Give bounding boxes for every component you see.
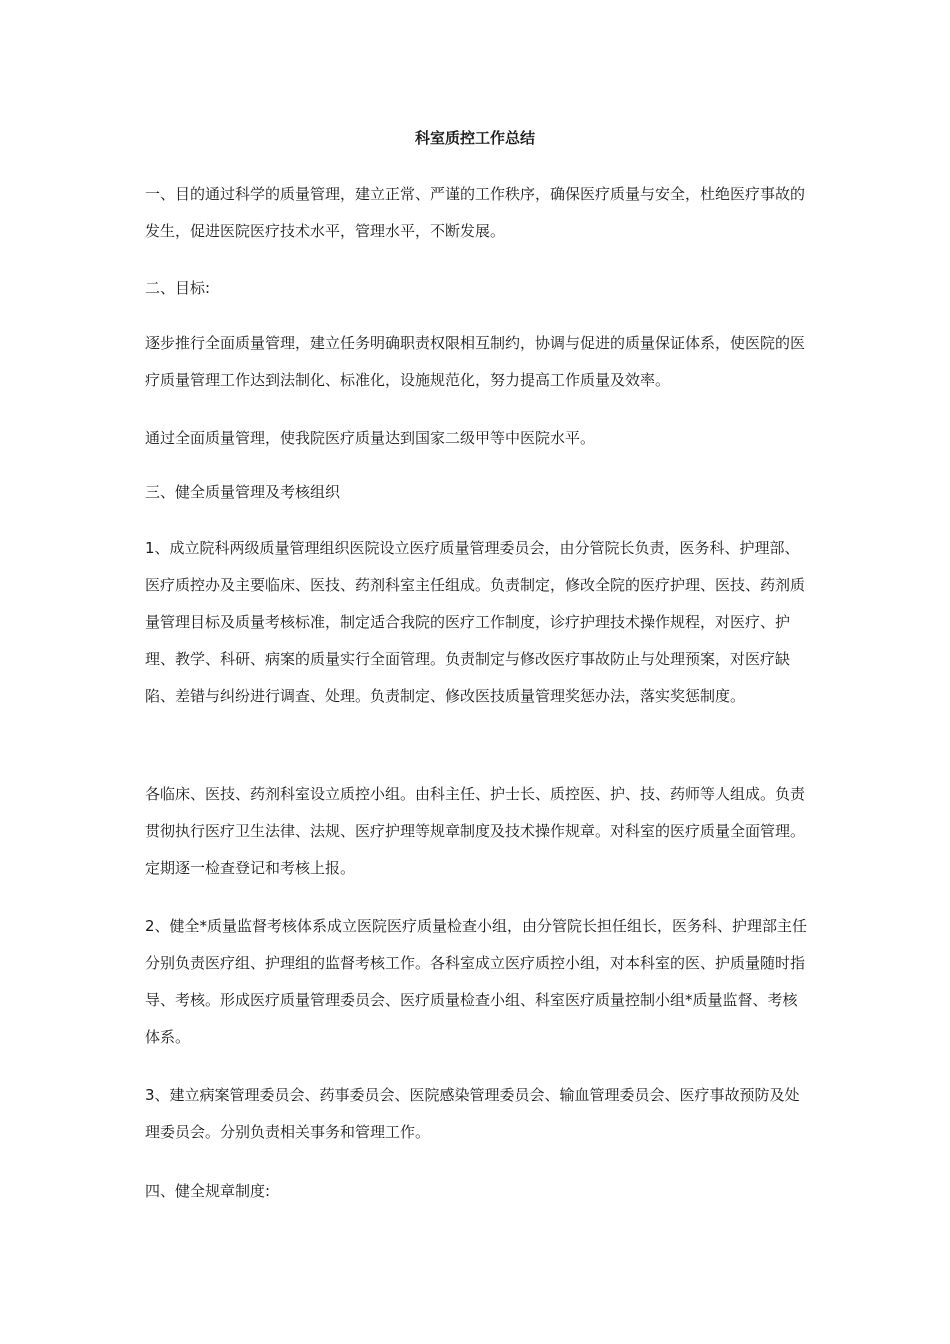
- paragraph-purpose: 一、目的通过科学的质量管理，建立正常、严谨的工作秩序，确保医疗质量与安全，杜绝医疗事故的发生，促进医院医疗技术水平，管理水平，不断发展。: [145, 185, 806, 240]
- paragraph-item-2: 2、健全*质量监督考核体系成立医院医疗质量检查小组，由分管院长担任组长，医务科、护理部主任分别负责医疗组、护理组的监督考核工作。各科室成立医疗质控小组，对本科室的医、护质量随时指导、考核。形成医疗质量管理委员会、医疗质量检查小组、科室医疗质量控制小组*质量监督、考核体系。: [145, 917, 808, 1046]
- paragraph-quality-groups: 各临床、医技、药剂科室设立质控小组。由科主任、护士长、质控医、护、技、药师等人组成。负责贯彻执行医疗卫生法律、法规、医疗护理等规章制度及技术操作规章。对科室的医疗质量全面管理。定期逐一检查登记和考核上报。: [145, 785, 806, 877]
- document-title: 科室质控工作总结: [414, 129, 535, 147]
- paragraph-item-1: 1、成立院科两级质量管理组织医院设立医疗质量管理委员会，由分管院长负责，医务科、护理部、医疗质控办及主要临床、医技、药剂科室主任组成。负责制定，修改全院的医疗护理、医技、药剂质量管理目标及质量考核标准，制定适合我院的医疗工作制度，诊疗护理技术操作规程，对医疗、护理、教学、科研、病案的质量实行全面管理。负责制定与修改医疗事故防止与处理预案，对医疗缺陷、差错与纠纷进行调查、处理。负责制定、修改医技质量管理奖惩办法，落实奖惩制度。: [145, 539, 806, 705]
- paragraph-goal-detail: 逐步推行全面质量管理，建立任务明确职责权限相互制约，协调与促进的质量保证体系，使医院的医疗质量管理工作达到法制化、标准化，设施规范化，努力提高工作质量及效率。: [145, 334, 806, 389]
- paragraph-goal-heading: 二、目标:: [145, 279, 211, 297]
- paragraph-goal-level: 通过全面质量管理，使我院医疗质量达到国家二级甲等中医院水平。: [145, 429, 596, 447]
- paragraph-organization-heading: 三、健全质量管理及考核组织: [145, 483, 341, 501]
- paragraph-item-3: 3、建立病案管理委员会、药事委员会、医院感染管理委员会、输血管理委员会、医疗事故预防及处理委员会。分别负责相关事务和管理工作。: [145, 1086, 800, 1141]
- paragraph-rules-heading: 四、健全规章制度:: [145, 1182, 271, 1200]
